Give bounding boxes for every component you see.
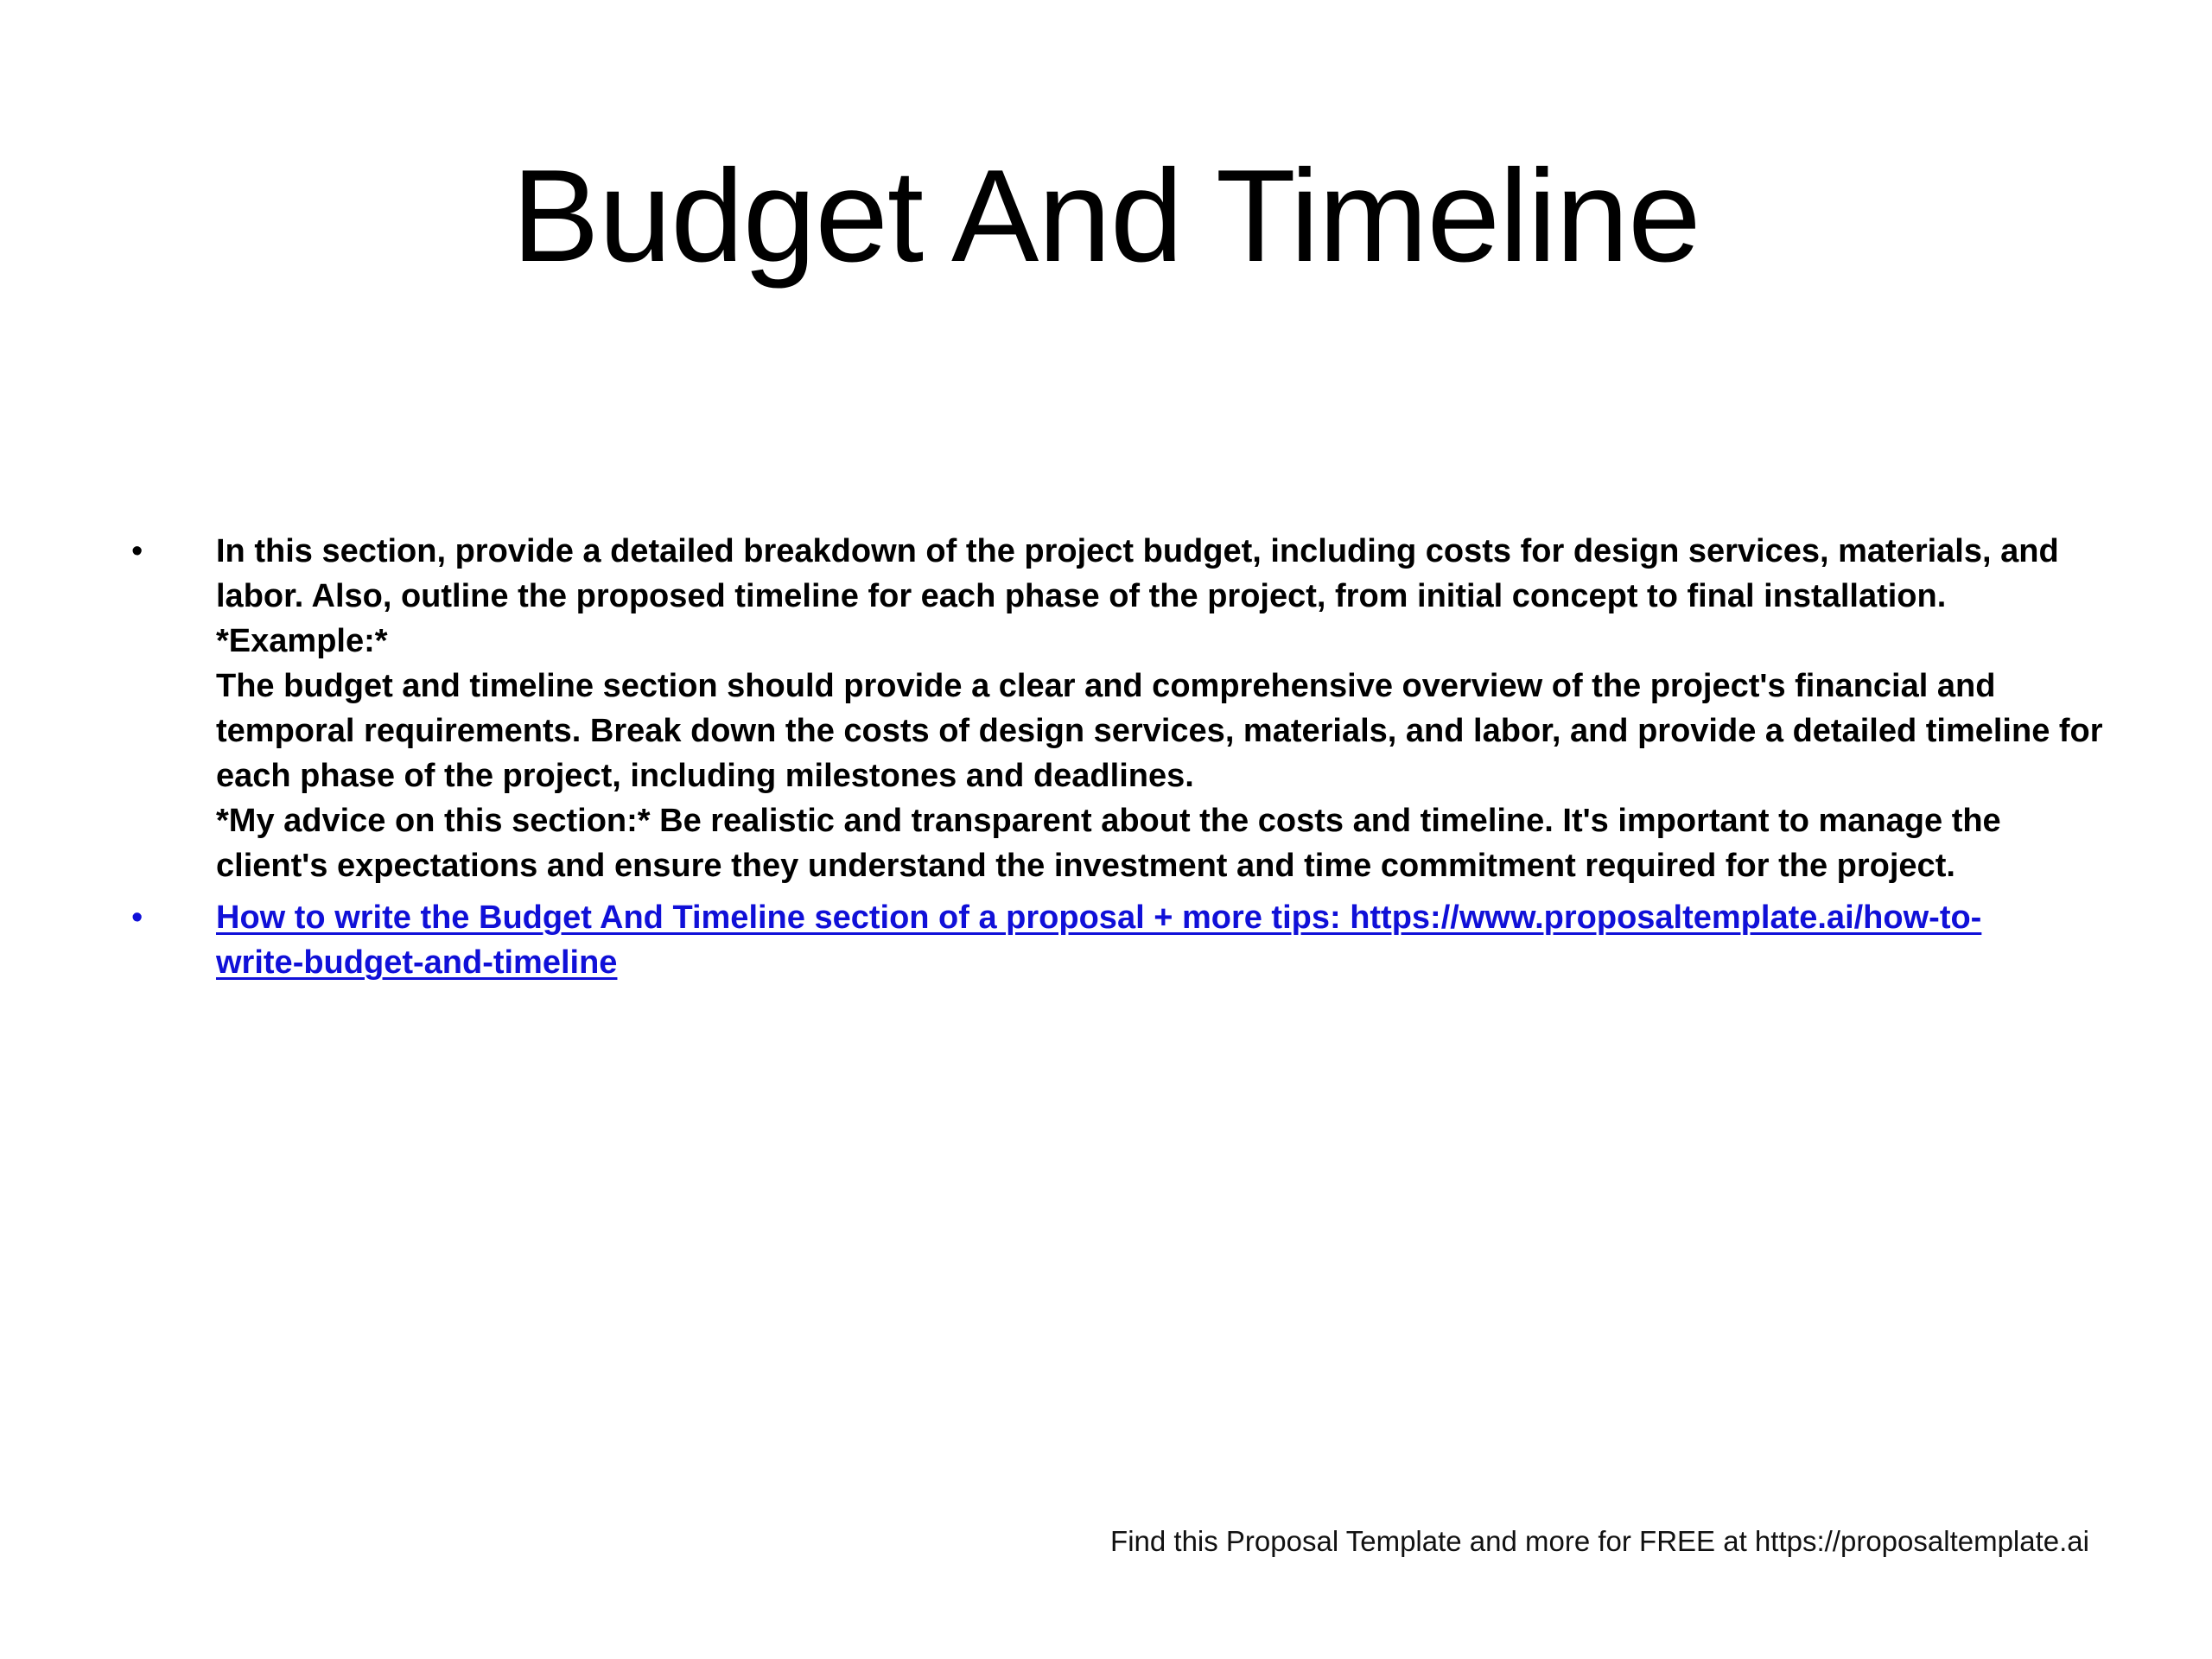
proposal-tips-link[interactable]: How to write the Budget And Timeline section of a proposal + more tips: https://www.proposaltemplate.ai/how-to- bbox=[216, 899, 1982, 936]
body-line: client's expectations and ensure they understand the investment and time commitment required for the project. bbox=[216, 848, 1955, 884]
body-line: *Example:* bbox=[216, 623, 388, 659]
body-line: In this section, provide a detailed breakdown of the project budget, including costs for design services, materials, and bbox=[216, 533, 2059, 569]
bullet-icon: • bbox=[131, 899, 143, 936]
body-line: each phase of the project, including milestones and deadlines. bbox=[216, 758, 1194, 794]
bullet-list bbox=[130, 529, 2108, 992]
bullet-item-guidance bbox=[130, 529, 2108, 888]
body-line: *My advice on this section:* Be realistic and transparent about the costs and timeline. It's important to manage the bbox=[216, 803, 2001, 839]
bullet-icon: • bbox=[131, 533, 143, 569]
link-line bbox=[216, 940, 2108, 985]
slide-title: Budget And Timeline bbox=[512, 143, 1700, 289]
body-line: labor. Also, outline the proposed timeline for each phase of the project, from initial concept to final installation. bbox=[216, 578, 1947, 614]
footer-note: Find this Proposal Template and more for FREE at https://proposaltemplate.ai bbox=[1110, 1525, 2089, 1557]
proposal-tips-link-continued[interactable]: write-budget-and-timeline bbox=[216, 944, 618, 981]
body-line: temporal requirements. Break down the costs of design services, materials, and labor, and provide a detailed timeline for bbox=[216, 713, 2103, 749]
bullet-item-link bbox=[130, 895, 2108, 985]
link-line bbox=[216, 895, 2108, 940]
body-line: The budget and timeline section should provide a clear and comprehensive overview of the project's financial and bbox=[216, 668, 1996, 704]
